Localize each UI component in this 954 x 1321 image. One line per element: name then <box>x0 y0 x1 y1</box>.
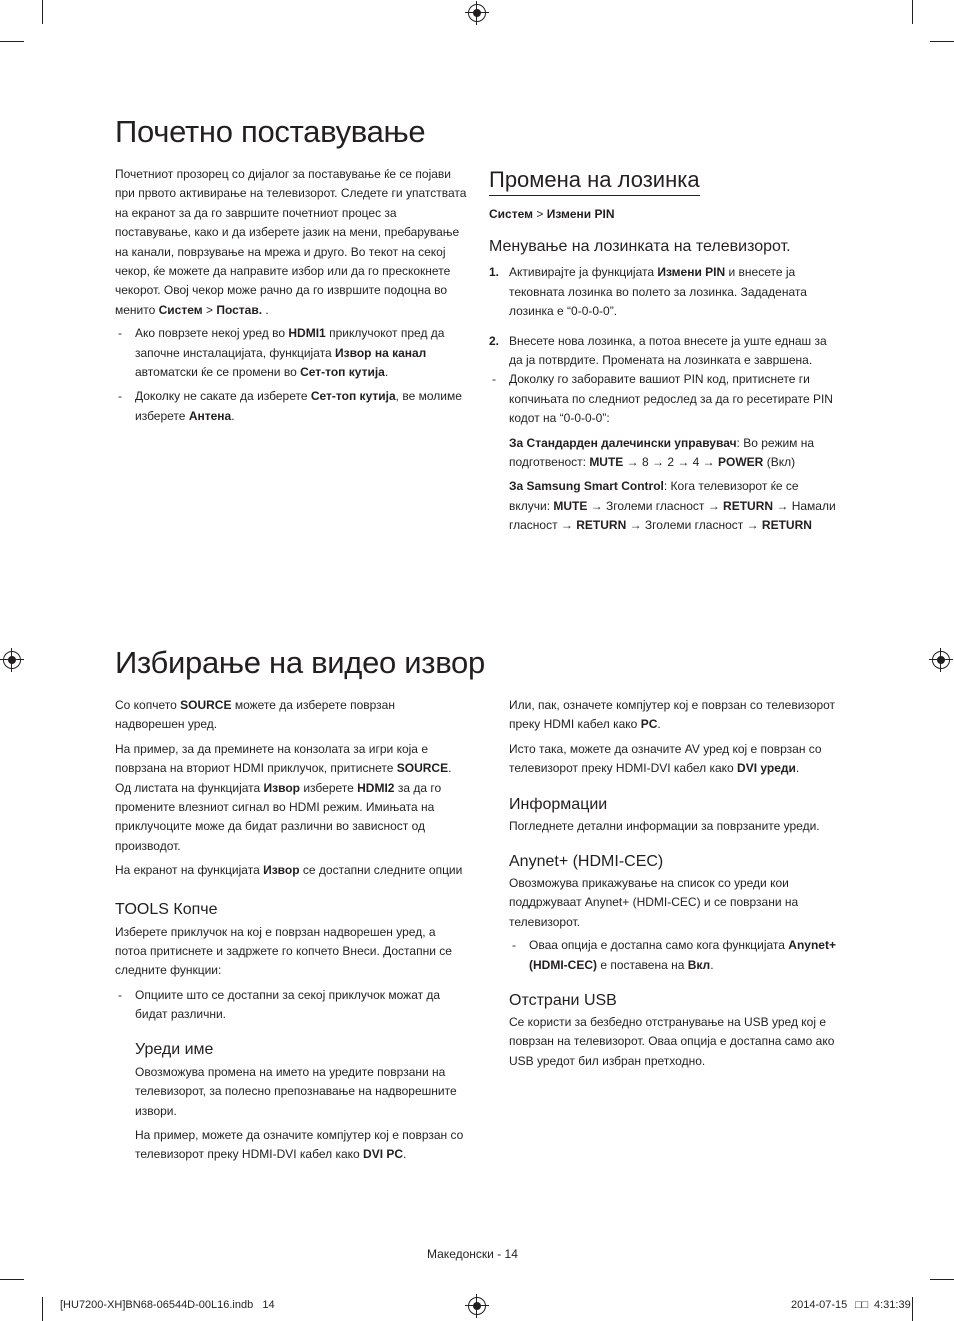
registration-mark-icon <box>468 4 486 22</box>
text: . <box>262 302 269 317</box>
tools-note <box>115 986 467 1025</box>
text: изберете <box>300 780 358 795</box>
text: Доколку го заборавите вашиот PIN код, притиснете ги копчињата по следниот редослед за да го ресетирате PIN кодот на “0-0-0-0”: <box>509 372 833 426</box>
text: → Зголеми гласност → <box>587 498 724 513</box>
crop-mark <box>0 41 24 42</box>
text: Внесете нова лозинка, а потоа внесете ја уште еднаш за да ја потврдите. Промената на лозинката е завршена. <box>509 333 827 368</box>
key-name: SOURCE <box>396 761 449 776</box>
menu-term: Постав. <box>216 302 263 317</box>
password-step-2 <box>489 332 841 371</box>
text: Активирајте ја функцијата <box>509 265 658 280</box>
text: . <box>231 408 235 423</box>
text: > <box>202 302 217 317</box>
page-number: Македонски - 14 <box>427 1247 518 1261</box>
info-text <box>509 817 841 836</box>
info-title: Информации <box>509 795 608 813</box>
menu-term: Систем <box>489 207 533 221</box>
text: → 8 → 2 → 4 → <box>623 455 719 470</box>
text: . <box>384 365 389 380</box>
text: се достапни следните опции <box>299 863 463 878</box>
menu-term: Измени PIN <box>546 207 615 221</box>
edit-name-title: Уреди име <box>135 1040 214 1058</box>
text: (Вкл) <box>763 455 796 470</box>
registration-mark-icon <box>932 651 950 669</box>
key-name: RETURN <box>576 518 627 533</box>
text: можете да изберете поврзан надворешен уред. <box>115 698 395 732</box>
setup-column <box>115 165 467 426</box>
crop-mark <box>912 0 913 24</box>
tools-text <box>115 923 467 981</box>
term: Сет-топ кутија <box>310 389 396 404</box>
text: Почетниот прозорец со дијалог за поставување ќе се појави при првото активирање на телевизорот. Следете ги упатствата на екранот за да го завршите почетниот процес за поставување, како и да изберете јазик на мени, пребарување на канали, поврзување на мрежа и друго. Во текот на секој чекор, ќе можете да направите избор или да го прескокнете чекорот. Овој чекор може рачно да го извршите подоцна во менито <box>115 167 467 317</box>
term: Вкл <box>687 957 711 972</box>
term: DVI уреди <box>737 761 796 776</box>
page-title-source: Избирање на видео извор <box>115 645 485 680</box>
key-name: SOURCE <box>180 698 232 712</box>
text: за да го промените влезниот сигнал во HDMI режим. Имињата на приклучоците може да бидат различни во зависност од производот. <box>115 780 442 853</box>
text: Овозможува прикажување на список со уреди кои поддржуваат Anynet+ (HDMI-CEC) и се поврзани на телевизорот. <box>509 876 799 929</box>
term: PC <box>640 717 658 732</box>
term: За Стандарден далечински управувач <box>509 435 737 450</box>
term: Сет-топ кутија <box>300 365 385 380</box>
setup-intro <box>115 165 467 320</box>
usb-title: Отстрани USB <box>509 992 617 1010</box>
edit-name-example <box>115 1126 467 1165</box>
text: . <box>657 717 661 732</box>
source-p1 <box>115 696 467 735</box>
text: : Во режим на подготвеност: <box>509 435 815 470</box>
text: автоматски ќе се промени во <box>135 365 301 380</box>
password-title: Промена на лозинка <box>489 167 700 196</box>
step-number: 1. <box>489 265 500 280</box>
term: Извор <box>263 780 300 795</box>
term: Измени PIN <box>657 265 726 280</box>
password-step-1 <box>489 263 841 321</box>
source-p3 <box>115 861 467 880</box>
edit-name-text <box>115 1063 467 1121</box>
text: . <box>403 1147 407 1162</box>
text: . <box>710 957 714 972</box>
text: , ве молиме изберете <box>135 389 462 423</box>
text: На пример, за да преминете на конзолата за игри која е поврзана на вториот HDMI приклучок, притиснете <box>115 741 428 776</box>
text: : Кога телевизорот ќе се вклучи: <box>509 479 799 513</box>
text: → Зголеми гласност → <box>626 518 762 533</box>
registration-mark-icon <box>3 651 21 669</box>
text: > <box>533 207 547 221</box>
key-name: MUTE <box>553 498 588 513</box>
text: Оваа опција е достапна само кога функцијата <box>529 938 789 953</box>
text: Исто така, можете да означите AV уред кој е поврзан со телевизорот преку HDMI-DVI кабел како <box>509 741 822 776</box>
password-column <box>489 167 841 536</box>
text: → Намали гласност → <box>509 498 836 533</box>
term: Anynet+ (HDMI-CEC) <box>529 938 836 972</box>
source-right-column <box>509 696 841 1071</box>
password-subtitle: Менување на лозинката на телевизорот. <box>489 238 791 256</box>
anynet-title: Anynet+ (HDMI-CEC) <box>509 853 664 871</box>
footer-time: 4:31:39 <box>874 1299 911 1311</box>
text: и внесете ја тековната лозинка во полето за лозинка. Зададената лозинка е “0-0-0-0”. <box>509 265 807 319</box>
password-menu-path <box>489 205 841 224</box>
crop-mark <box>930 1279 954 1280</box>
term: Извор <box>263 863 300 878</box>
text: Ако поврзете некој уред во <box>135 326 289 341</box>
anynet-note <box>509 936 841 975</box>
text: . Од листата на функцијата <box>115 761 452 795</box>
term: Антена <box>188 408 232 423</box>
registration-mark-icon <box>468 1297 486 1315</box>
password-standard-remote <box>489 434 841 473</box>
key-name: MUTE <box>589 455 624 470</box>
source-r1 <box>509 696 841 735</box>
term: За Samsung Smart Control <box>509 479 664 494</box>
text: Погледнете детални информации за поврзаните уреди. <box>509 818 820 833</box>
text: Со копчето <box>115 698 181 712</box>
key-name: POWER <box>718 455 764 470</box>
crop-mark <box>0 1279 24 1280</box>
text: Изберете приклучок на кој е поврзан надворешен уред, а потоа притиснете и задржете го копчето Внеси. Достапни се следните функции: <box>115 924 452 978</box>
text: Или, пак, означете компјутер кој е поврзан со телевизорот преку HDMI кабел како <box>509 698 836 732</box>
crop-mark <box>42 1297 43 1321</box>
footer-file: [HU7200-XH]BN68-06544D-00L16.indb 14 <box>60 1299 275 1311</box>
tools-title: TOOLS Копче <box>115 900 218 918</box>
text: Опциите што се достапни за секој приклучок можат да бидат различни. <box>135 987 441 1022</box>
usb-text <box>509 1013 841 1071</box>
key-name: RETURN <box>761 518 812 533</box>
text: приклучокот пред да започне инсталацијата, функцијата <box>135 326 445 360</box>
text: Доколку не сакате да изберете <box>135 389 311 404</box>
password-note <box>489 370 841 428</box>
term: DVI PC <box>363 1147 404 1162</box>
term: HDMI1 <box>288 326 326 341</box>
text: е поставена на <box>597 957 688 972</box>
crop-mark <box>912 1297 913 1321</box>
text: . <box>795 761 800 776</box>
footer-glyphs: □□ <box>855 1299 869 1311</box>
text: На екранот на функцијата <box>115 863 264 878</box>
step-number: 2. <box>489 333 500 348</box>
footer-date: 2014-07-15 <box>791 1299 848 1311</box>
term: HDMI2 <box>357 780 395 795</box>
source-r2 <box>509 740 841 779</box>
term: Извор на канал <box>335 345 427 360</box>
key-name: RETURN <box>723 498 774 513</box>
page-title-setup: Почетно поставување <box>115 114 426 149</box>
text: Се користи за безбедно отстранување на USB уред кој е поврзан на телевизорот. Оваа опција е достапна само ако USB уредот бил избран претходно. <box>509 1015 835 1068</box>
crop-mark <box>930 41 954 42</box>
anynet-text <box>509 874 841 932</box>
source-p2 <box>115 740 467 856</box>
menu-term: Систем <box>158 302 203 317</box>
crop-mark <box>42 0 43 24</box>
password-smart-control <box>489 477 841 535</box>
source-left-column <box>115 696 467 1165</box>
text: Овозможува промена на името на уредите поврзани на телевизорот, за полесно препознавање на надворешните извори. <box>135 1064 457 1118</box>
setup-note-antenna <box>115 387 467 426</box>
setup-note-hdmi <box>115 324 467 382</box>
text: На пример, можете да означите компјутер кој е поврзан со телевизорот преку HDMI-DVI кабел како <box>135 1127 464 1162</box>
